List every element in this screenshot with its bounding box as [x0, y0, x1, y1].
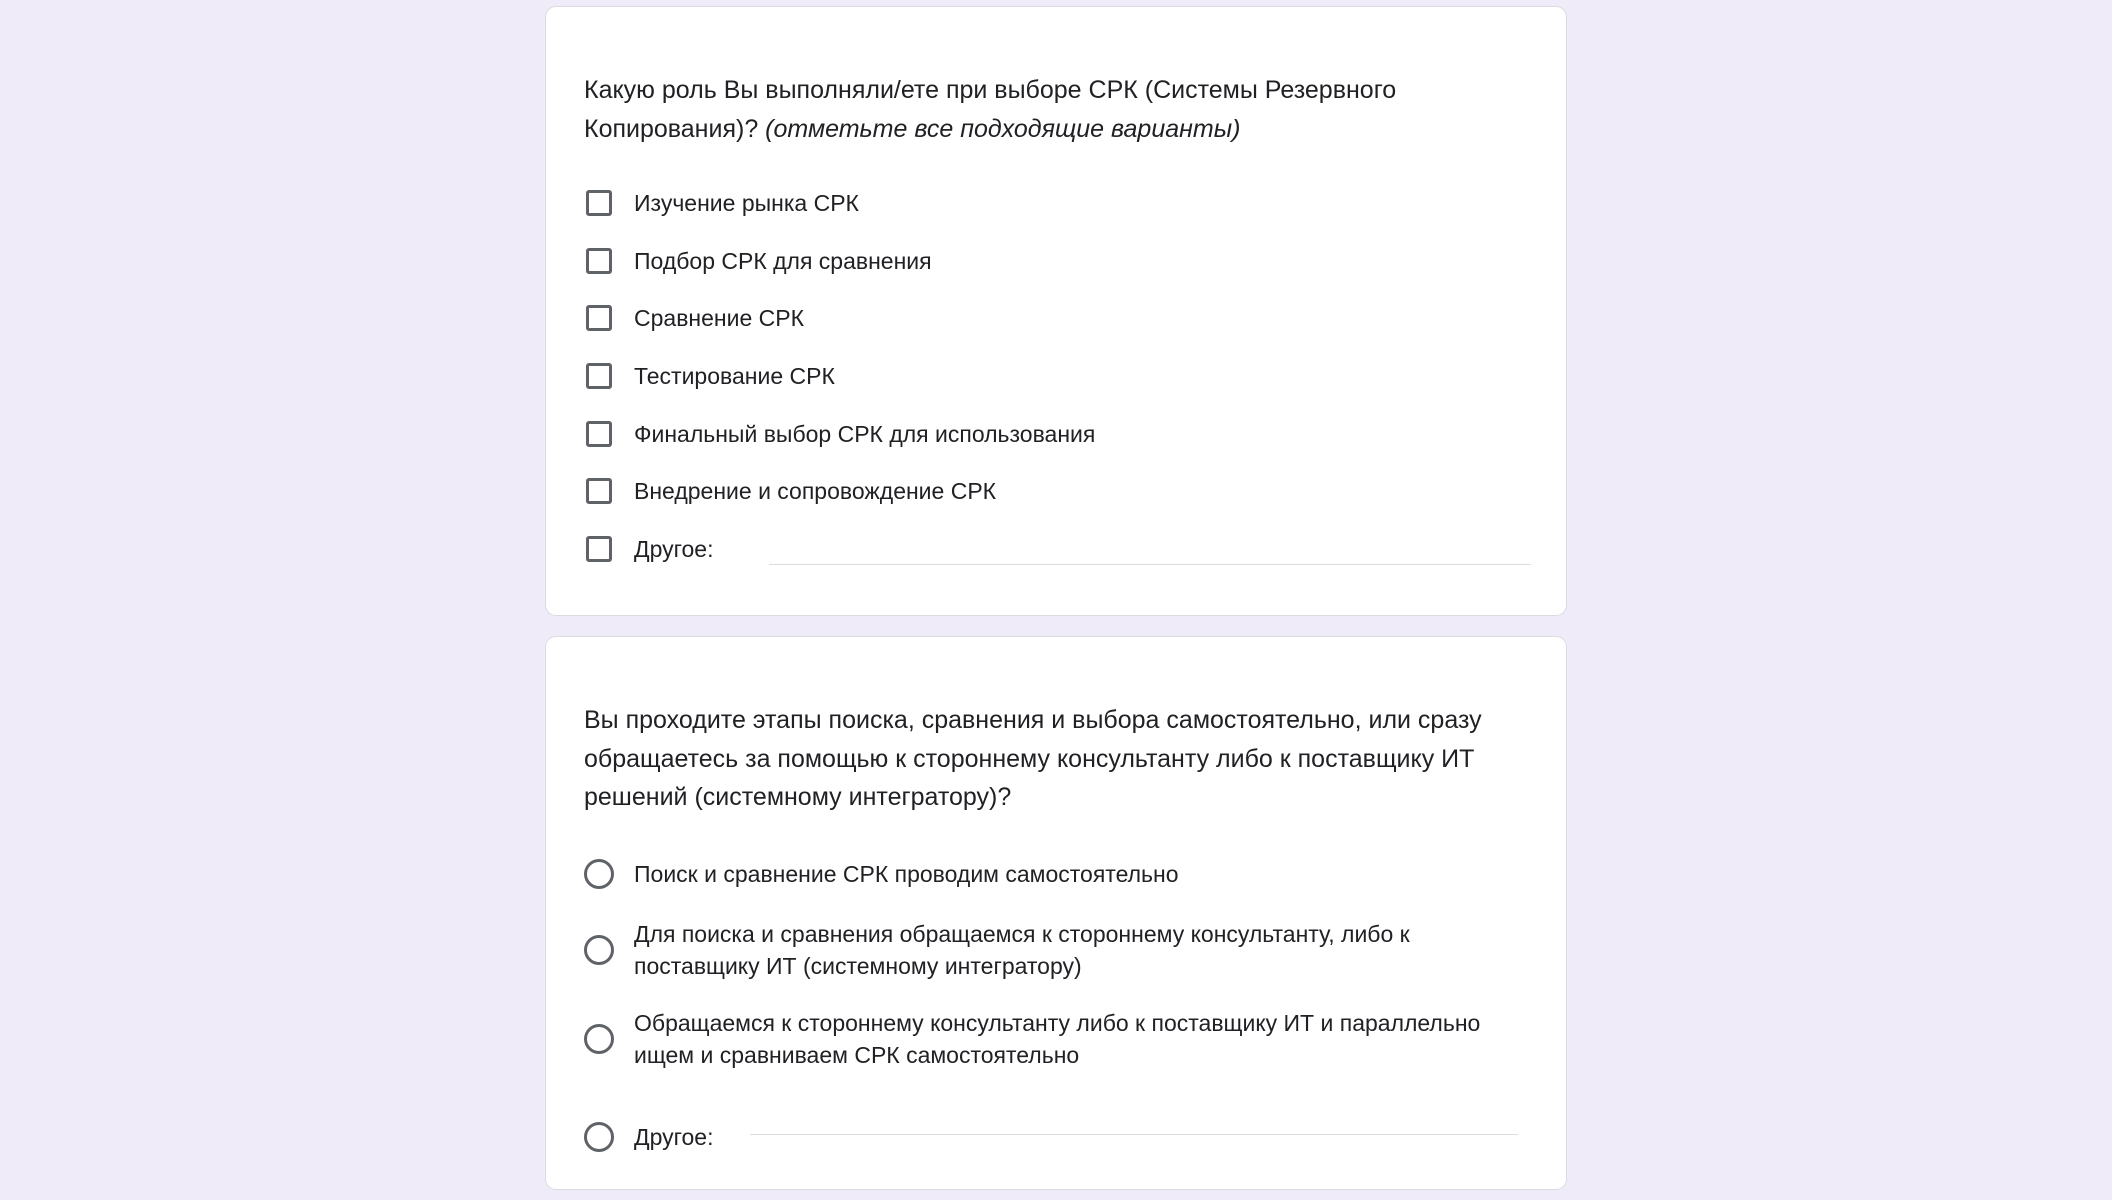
option-label: Другое:	[634, 536, 714, 562]
checkbox[interactable]	[586, 478, 612, 504]
radio-option-both[interactable]	[584, 1006, 1528, 1072]
question-card-process	[545, 636, 1567, 1190]
option-label: Обращаемся к стороннему консультанту либо к поставщику ИТ и параллельно ищем и сравниваем СРК самостоятельно	[634, 1010, 1481, 1068]
checkbox[interactable]	[586, 536, 612, 562]
option-label: Тестирование СРК	[634, 363, 835, 389]
radio-option-other[interactable]	[584, 1119, 784, 1155]
checkbox[interactable]	[586, 305, 612, 331]
option-label: Поиск и сравнение СРК проводим самостоятельно	[634, 861, 1179, 887]
checkbox-option-comparison[interactable]	[584, 300, 1528, 336]
checkbox-option-testing[interactable]	[584, 358, 1528, 394]
option-label: Другое:	[634, 1124, 714, 1150]
checkbox[interactable]	[586, 190, 612, 216]
question-title	[584, 71, 1524, 148]
option-label: Финальный выбор СРК для использования	[634, 421, 1096, 447]
option-label: Для поиска и сравнения обращаемся к стороннему консультанту, либо к поставщику ИТ (системному интегратору)	[634, 921, 1410, 979]
radio-button[interactable]	[584, 1024, 614, 1054]
radio-button[interactable]	[584, 859, 614, 889]
checkbox-option-final-choice[interactable]	[584, 416, 1528, 452]
option-label: Подбор СРК для сравнения	[634, 248, 932, 274]
checkbox-option-other[interactable]	[584, 531, 784, 567]
radio-option-self[interactable]	[584, 856, 1528, 892]
question-title: Вы проходите этапы поиска, сравнения и выбора самостоятельно, или сразу обращаетесь за помощью к стороннему консультанту либо к поставщику ИТ решений (системному интегратору)?	[584, 706, 1482, 811]
option-label: Внедрение и сопровождение СРК	[634, 478, 997, 504]
question-text: Какую роль Вы выполняли/ете при выборе СРК (Системы Резервного Копирования)?	[584, 76, 1397, 143]
checkbox[interactable]	[586, 421, 612, 447]
checkbox-option-deployment[interactable]	[584, 473, 1528, 509]
option-label: Изучение рынка СРК	[634, 190, 859, 216]
checkbox[interactable]	[586, 363, 612, 389]
checkbox-option-selection[interactable]	[584, 243, 1528, 279]
checkbox[interactable]	[586, 248, 612, 274]
radio-button[interactable]	[584, 1122, 614, 1152]
question-card-role	[545, 6, 1567, 616]
question-hint: (отметьте все подходящие варианты)	[765, 114, 1241, 143]
checkbox-option-market-research[interactable]	[584, 185, 1528, 221]
other-text-input[interactable]	[750, 1134, 1518, 1135]
radio-button[interactable]	[584, 935, 614, 965]
option-label: Сравнение СРК	[634, 305, 804, 331]
other-text-input[interactable]	[769, 564, 1531, 565]
radio-option-consultant[interactable]	[584, 917, 1528, 983]
